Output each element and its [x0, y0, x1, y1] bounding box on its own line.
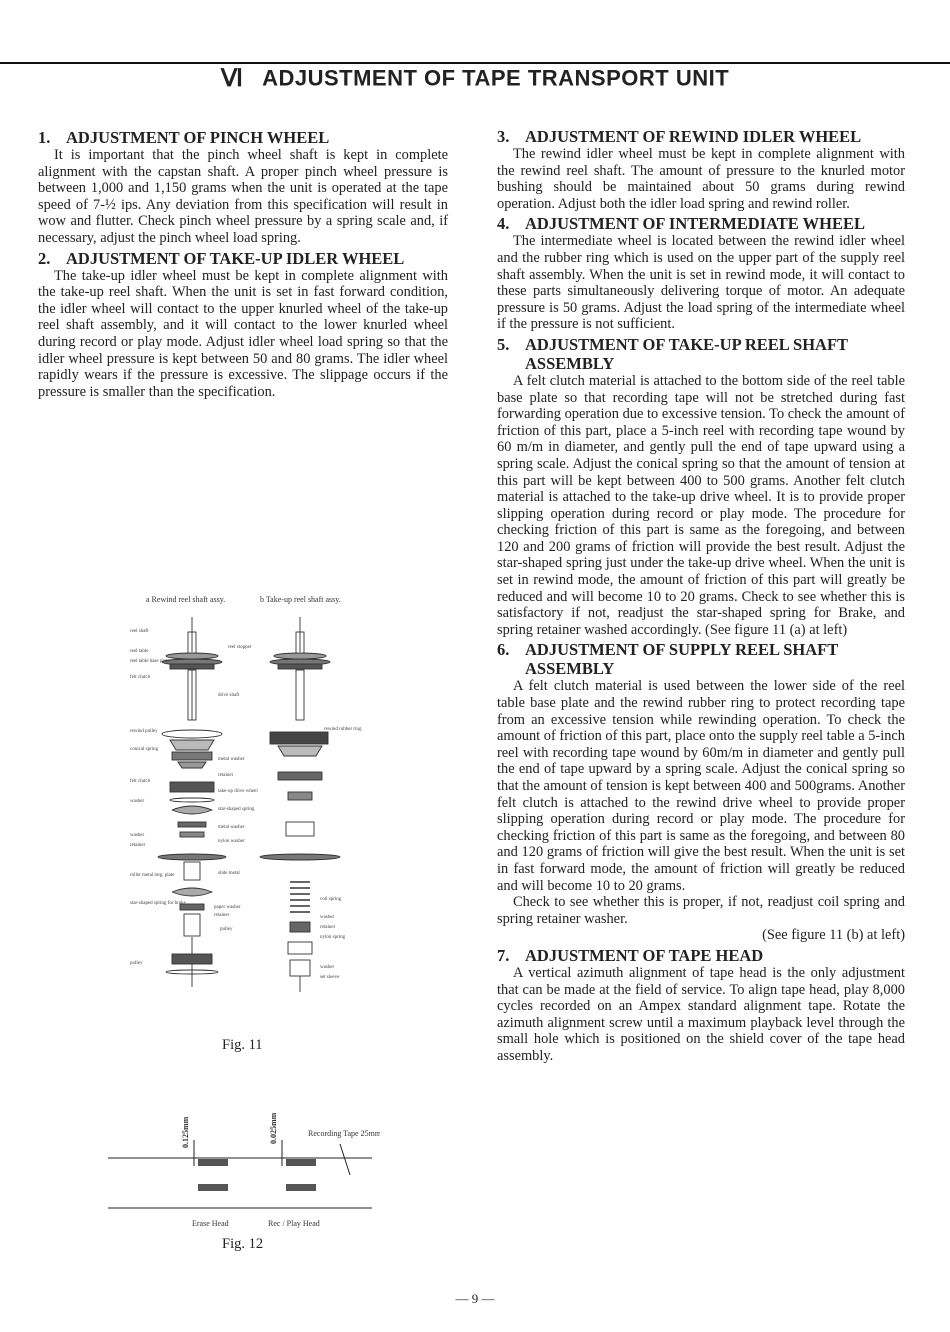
svg-text:retainer: retainer [214, 913, 230, 918]
svg-text:pulley: pulley [130, 961, 143, 966]
figure-12-diagram [100, 1100, 380, 1240]
svg-text:washer: washer [320, 915, 335, 920]
section-body: The take-up idler wheel must be kept in complete alignment with the take-up reel shaft. When the unit is set in fast forward condition, the idler wheel will contact to the upper knurled wheel of the take-up reel shaft assembly, and it will contact to the lower knurled wheel during record or play mode. Adjust idler wheel load spring so that the idler wheel pressure is kept between 50 and 80 grams. The idler wheel rapidly wears if the pressure is excessive. The slippage occurs if the pressure is smaller than the specification. [38, 267, 448, 400]
svg-text:rewind pulley: rewind pulley [130, 729, 158, 734]
svg-text:conical spring: conical spring [130, 747, 159, 752]
section-heading: 4. ADJUSTMENT OF INTERMEDIATE WHEEL [497, 214, 865, 234]
section-5 [497, 335, 905, 639]
right-column [497, 127, 905, 1067]
erase-head-upper [198, 1159, 228, 1166]
section-heading: 6. ADJUSTMENT OF SUPPLY REEL SHAFT ASSEMBLY [497, 640, 838, 679]
fig11-label-b: b Take-up reel shaft assy. [260, 595, 341, 604]
rec-head-upper [286, 1159, 316, 1166]
svg-text:set sleeve: set sleeve [320, 975, 340, 980]
figure-11-diagram [120, 592, 380, 1012]
svg-text:star-shaped spring for brake: star-shaped spring for brake [130, 901, 186, 906]
left-column [38, 128, 448, 402]
section-body: Check to see whether this is proper, if not, readjust coil spring and spring retainer washer. [497, 894, 905, 927]
section-heading: 1. ADJUSTMENT OF PINCH WHEEL [38, 128, 330, 147]
section-heading: 2. ADJUSTMENT OF TAKE-UP IDLER WHEEL [38, 248, 405, 268]
figure-11-caption: Fig. 11 [222, 1037, 263, 1053]
svg-text:roller metal mtg. plate: roller metal mtg. plate [130, 873, 175, 878]
rec-head-lower [286, 1184, 316, 1191]
svg-text:metal washer: metal washer [218, 757, 245, 762]
figure-reference: (See figure 11 (b) at left) [762, 927, 905, 944]
svg-text:coil spring: coil spring [320, 897, 342, 902]
svg-text:nylon spring: nylon spring [320, 935, 346, 940]
svg-text:metal washer: metal washer [218, 825, 245, 830]
svg-text:star-shaped spring: star-shaped spring [218, 807, 255, 812]
section-body: A felt clutch material is used between the lower side of the reel table base plate and the rewind rubber ring to protect recording tape from an excessive tension while rewinding operation. To check the amount of friction of this part, place onto the supply reel table a 5-inch reel with recording tape wound by 60m/m in diameter and gently pull the end of tape upward by a spring scale. Adjust the conical spring so that the amount of tension is kept between 400 and 500grams. Another felt clutch is attached to the rewind drive wheel to provide proper slipping operation during record or play mode. The procedure for checking friction of this part is same as the foregoing, and between 80 and 120 grams of friction will give the best result. When the unit is set in fast forward mode, the amount of friction will greatly be reduced and will become 10 to 20 grams. [497, 678, 905, 894]
svg-text:slide metal: slide metal [218, 871, 240, 876]
section-body: The intermediate wheel is located between the rewind idler wheel and the rubber ring which is used on the upper part of the supply reel shaft assembly. When the unit is set in rewind mode, it will contact to these parts simultaneously delivering torque of motor. An adequate pressure is 50 grams. Adjust the load spring of the intermediate wheel if the pressure is not sufficient. [497, 233, 905, 333]
section-body: The rewind idler wheel must be kept in complete alignment with the rewind reel shaft. The amount of pressure to the knurled motor bushing should be maintained about 50 grams during rewind operation. Adjust both the idler load spring and rewind roller. [497, 146, 905, 212]
section-heading: 7. ADJUSTMENT OF TAPE HEAD [497, 945, 764, 965]
svg-text:paper washer: paper washer [214, 905, 241, 910]
section-heading: 5. ADJUSTMENT OF TAKE-UP REEL SHAFT ASSEMBLY [497, 334, 848, 373]
svg-text:pulley: pulley [220, 927, 233, 932]
section-heading: 3. ADJUSTMENT OF REWIND IDLER WHEEL [497, 127, 862, 146]
svg-text:reel stopper: reel stopper [228, 645, 252, 650]
chapter-numeral: Ⅵ [220, 66, 243, 92]
svg-text:nylon washer: nylon washer [218, 839, 245, 844]
rec-play-head-label: Rec / Play Head [268, 1219, 320, 1228]
erase-head-label: Erase Head [192, 1219, 229, 1228]
section-4 [497, 214, 905, 333]
dim-0125: 0.125mm [181, 1116, 190, 1148]
section-3 [497, 127, 905, 212]
svg-text:reel table: reel table [130, 649, 149, 654]
svg-text:washer: washer [320, 965, 335, 970]
fig11-label-a: a Rewind reel shaft assy. [146, 595, 226, 604]
svg-text:washer: washer [130, 833, 145, 838]
svg-text:take-up drive wheel: take-up drive wheel [218, 789, 258, 794]
svg-text:retainer: retainer [320, 925, 336, 930]
dim-0025: 0.025mm [269, 1112, 278, 1144]
svg-text:retainer: retainer [130, 843, 146, 848]
svg-text:felt clutch: felt clutch [130, 779, 151, 784]
section-1 [38, 128, 448, 247]
erase-head-lower [198, 1184, 228, 1191]
page-header [0, 64, 950, 94]
section-body: It is important that the pinch wheel shaft is kept in complete alignment with the capstan shaft. A proper pinch wheel pressure is between 1,000 and 1,150 grams when the unit is operated at the tape speed of 7-½ ips. Any deviation from this specification will result in wow and flutter. Check pinch wheel pressure by a spring scale and, if necessary, adjust the pinch wheel load spring. [38, 147, 448, 246]
section-body: A vertical azimuth alignment of tape head is the only adjustment that can be made at the field of service. To align tape head, play 8,000 cycles recorded on an Ampex standard alignment tape. Rotate the azimuth alignment screw until a maximum playback level through the small hole which is positioned on the shield cover of the tape head assembly. [497, 964, 905, 1064]
fig11-part-labels [130, 629, 362, 980]
svg-text:felt clutch: felt clutch [130, 675, 151, 680]
svg-text:washer: washer [130, 799, 145, 804]
svg-text:rewind rubber ring: rewind rubber ring [324, 727, 362, 732]
page-number: — 9 — [455, 1291, 495, 1306]
svg-text:reel table base plate: reel table base plate [130, 659, 170, 664]
svg-text:reel shaft: reel shaft [130, 629, 149, 634]
section-2 [38, 249, 448, 401]
svg-text:drive shaft: drive shaft [218, 693, 240, 698]
figure-12-caption: Fig. 12 [222, 1236, 264, 1252]
recording-tape-label: Recording Tape 25mm [308, 1129, 380, 1138]
section-6 [497, 640, 905, 944]
section-body: A felt clutch material is attached to the bottom side of the reel table base plate so that recording tape will not be stretched during fast forwarding operation due to excessive tension. To check the amount of friction of this part, place a 5-inch reel with recording tape wound by 60 m/m in diameter, and gently pull the end of tape upward using a spring scale. Adjust the conical spring so that the amount of tension at this part will be kept between 400 to 500 grams. Another felt clutch material is attached to the take-up drive wheel. It is to provide proper slipping operation during record or play mode. The procedure for checking friction of this part is same as the foregoing, and between 120 and 200 grams of friction will provide the best result. Adjust the star-shaped spring just under the take-up drive wheel. When the unit is set in rewind mode, the amount of friction of this part will greatly be reduced and will become 10 to 20 grams. Check to see whether this is satisfactory if not, readjust the star-shaped spring for Brake, and spring retainer washed accordingly. (See figure 11 (a) at left) [497, 372, 905, 638]
page-title: ADJUSTMENT OF TAPE TRANSPORT UNIT [262, 65, 730, 91]
svg-text:retainer: retainer [218, 773, 234, 778]
rewind-assembly-drawing [158, 617, 226, 987]
section-7 [497, 946, 905, 1065]
